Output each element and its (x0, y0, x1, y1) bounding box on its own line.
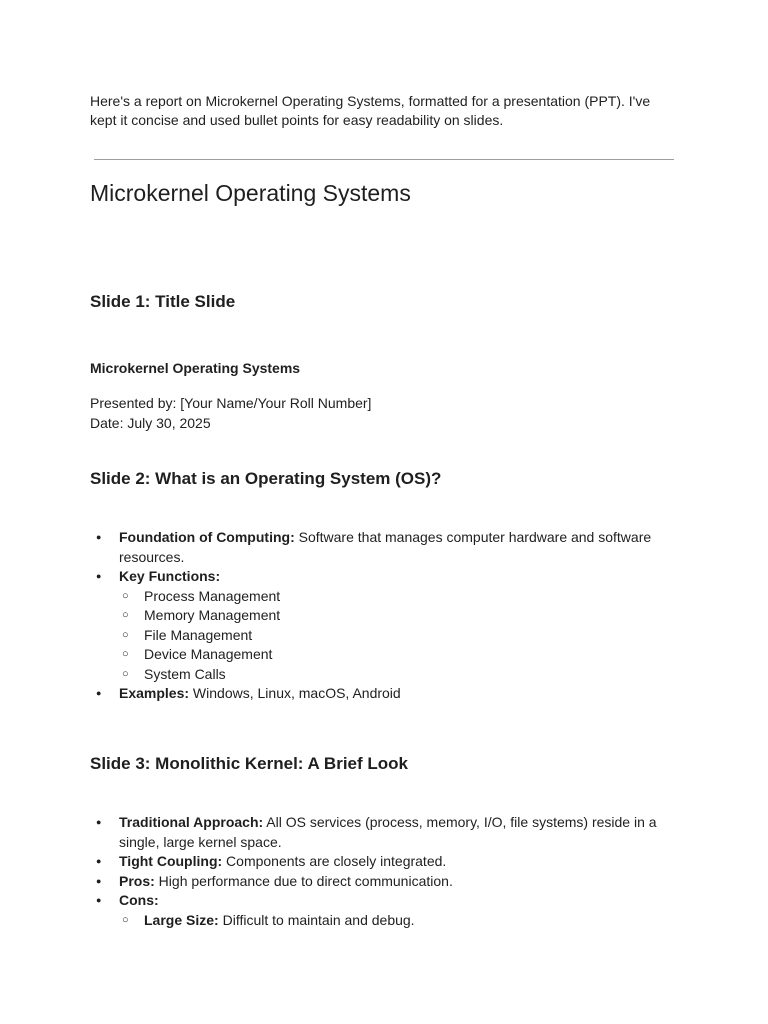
list-item (90, 684, 680, 704)
bullet-text: All OS services (process, memory, I/O, file systems) reside in a single, large kernel space. (119, 814, 657, 850)
sub-list-item: ○ Process Management (90, 587, 680, 607)
list-item (90, 567, 680, 587)
bullet-label: Large Size: (144, 911, 219, 928)
bullet-label: Pros: (119, 872, 155, 889)
slide2-bullet-list (90, 528, 680, 704)
sub-list-item: ○ Memory Management (90, 606, 680, 626)
bullet-label: Key Functions: (119, 568, 221, 584)
list-item (90, 813, 680, 852)
slide3-heading: Slide 3: Monolithic Kernel: A Brief Look (90, 754, 408, 773)
bullet-text: High performance due to direct communication. (154, 872, 453, 889)
bullet-label: Cons: (119, 892, 159, 908)
bullet-label: Examples: (119, 685, 190, 701)
sub-list-item (90, 911, 680, 931)
bullet-label: Tight Coupling: (119, 853, 223, 869)
slide3-bullet-list (90, 813, 680, 930)
slide1-date: Date: July 30, 2025 (90, 415, 211, 431)
slide1-presented-by: Presented by: [Your Name/Your Roll Number] (90, 395, 372, 411)
bullet-label: Traditional Approach: (119, 814, 264, 830)
slide2-heading: Slide 2: What is an Operating System (OS)? (90, 469, 442, 488)
bullet-text: Components are closely integrated. (222, 853, 447, 869)
slide1-heading: Slide 1: Title Slide (90, 292, 236, 311)
intro-paragraph: Here's a report on Microkernel Operating Systems, formatted for a presentation (PPT). I've kept it concise and used bullet points for easy readability on slides. (90, 93, 651, 128)
list-item (90, 872, 680, 892)
bullet-text: Software that manages computer hardware and software resources. (119, 529, 652, 565)
bullet-text: Difficult to maintain and debug. (218, 911, 415, 928)
sub-list-item: ○ File Management (90, 626, 680, 646)
document-title: Microkernel Operating Systems (90, 180, 411, 206)
list-item (90, 528, 680, 567)
slide1-subtitle: Microkernel Operating Systems (90, 360, 301, 376)
horizontal-divider (94, 159, 674, 160)
list-item (90, 852, 680, 872)
sub-list-item: ○ Device Management (90, 645, 680, 665)
list-item (90, 891, 680, 911)
bullet-label: Foundation of Computing: (119, 529, 295, 545)
sub-list-item: ○ System Calls (90, 665, 680, 685)
bullet-text: Windows, Linux, macOS, Android (189, 685, 401, 701)
